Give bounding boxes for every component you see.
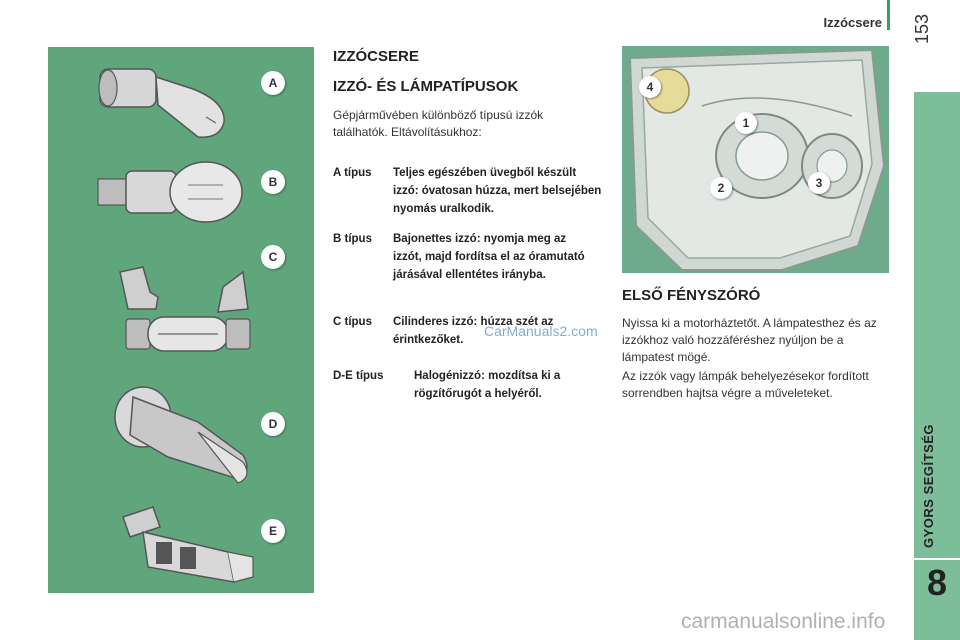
type-label: C típus (333, 316, 372, 328)
front-lamp-paragraph-1: Nyissa ki a motorháztetőt. A lámpatesthez és az izzókhoz való hozzáféréshez nyúljon be a lámpatest mögé. (622, 316, 877, 364)
type-description: Halogénizzó: mozdítsa ki a rögzítőrugót a helyéről. (414, 370, 561, 400)
headlamp-callout-4: 4 (639, 76, 661, 98)
type-label: D-E típus (333, 370, 384, 382)
page-number: 153 (912, 13, 932, 44)
header-title: Izzócsere (823, 15, 882, 30)
headlamp-photo (622, 46, 889, 273)
watermark-carmanualsonline: carmanualsonline.info (681, 610, 886, 633)
bulb-c-drawing (120, 267, 250, 351)
bulb-types-illustration (48, 47, 314, 593)
bulb-drawings (48, 47, 314, 593)
headlamp-callout-1: 1 (735, 112, 757, 134)
intro-text: Gépjárművében különböző típusú izzók találhatók. Eltávolításukhoz: (333, 108, 544, 139)
bulb-label-b: B (261, 170, 285, 194)
section-subheading: IZZÓ- ÉS LÁMPATÍPUSOK (333, 78, 519, 95)
headlamp-callout-3: 3 (808, 172, 830, 194)
bulb-label-a: A (261, 71, 285, 95)
front-lamp-heading: ELSŐ FÉNYSZÓRÓ (622, 287, 761, 304)
watermark-carmanuals2: CarManuals2.com (484, 323, 598, 339)
type-label: B típus (333, 233, 372, 245)
bulb-b-drawing (98, 162, 242, 222)
chapter-tab-divider (914, 558, 960, 560)
bulb-label-c: C (261, 245, 285, 269)
bulb-a-drawing (99, 69, 224, 137)
bulb-label-d: D (261, 412, 285, 436)
type-label: A típus (333, 167, 372, 179)
section-heading: IZZÓCSERE (333, 48, 419, 65)
type-description: Cilinderes izzó: húzza szét az érintkezőket. (393, 316, 554, 346)
header-accent-bar (887, 0, 890, 30)
type-description: Teljes egészében üvegből készült izzó: óvatosan húzza, mert belsejében nyomás uralkodik. (393, 167, 602, 215)
bulb-e-drawing (123, 507, 253, 582)
headlamp-drawing (622, 46, 889, 273)
bulb-label-e: E (261, 519, 285, 543)
chapter-label: GYORS SEGÍTSÉG (921, 423, 936, 548)
headlamp-callout-2: 2 (710, 177, 732, 199)
chapter-number: 8 (926, 562, 948, 603)
bulb-d-drawing (115, 387, 247, 483)
front-lamp-paragraph-2: Az izzók vagy lámpák behelyezésekor fordított sorrendben hajtsa végre a műveleteket. (622, 369, 869, 400)
type-description: Bajonettes izzó: nyomja meg az izzót, majd fordítsa el az óramutató járásával ellentétes irányba. (393, 233, 585, 281)
